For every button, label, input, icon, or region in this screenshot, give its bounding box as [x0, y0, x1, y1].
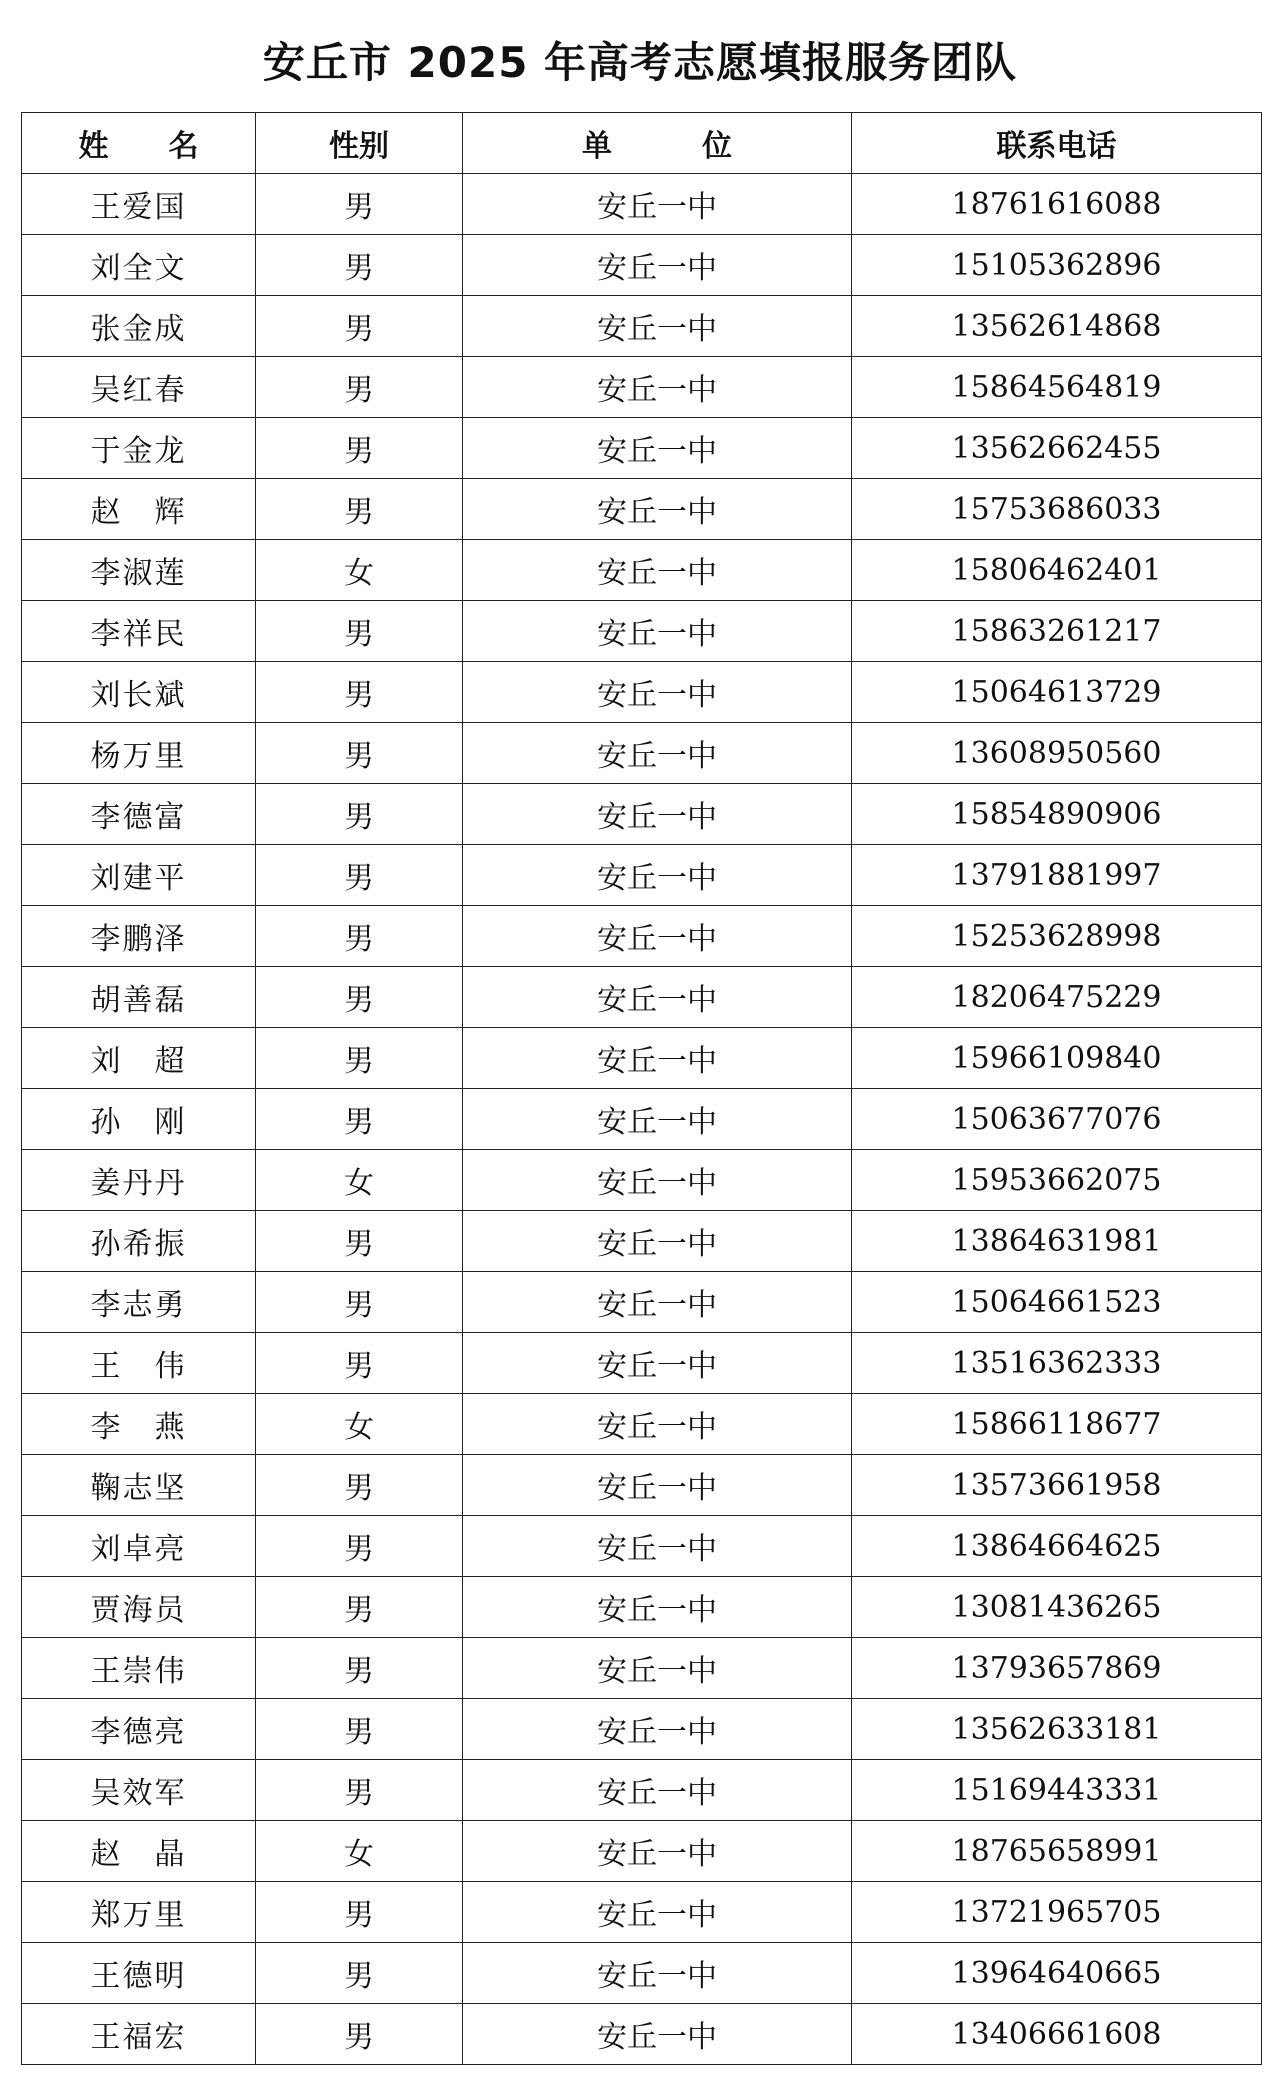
cell-name: 姜丹丹: [22, 1150, 256, 1211]
cell-unit: 安丘一中: [463, 479, 852, 540]
cell-gender: 女: [256, 1821, 463, 1882]
cell-name: 贾海员: [22, 1577, 256, 1638]
table-row: [22, 1577, 1262, 1638]
cell-gender: 男: [256, 296, 463, 357]
table-row: [22, 235, 1262, 296]
cell-unit: 安丘一中: [463, 540, 852, 601]
cell-name: 赵 晶: [22, 1821, 256, 1882]
cell-unit: 安丘一中: [463, 1150, 852, 1211]
cell-phone: 15866118677: [852, 1394, 1262, 1455]
cell-phone: 15753686033: [852, 479, 1262, 540]
cell-phone: 15966109840: [852, 1028, 1262, 1089]
cell-gender: 男: [256, 235, 463, 296]
cell-gender: 男: [256, 1211, 463, 1272]
cell-phone: 15105362896: [852, 235, 1262, 296]
table-row: [22, 1150, 1262, 1211]
table-row: [22, 540, 1262, 601]
cell-name: 刘 超: [22, 1028, 256, 1089]
page-title: 安丘市 2025 年高考志愿填报服务团队: [262, 38, 1018, 87]
table-row: [22, 1943, 1262, 2004]
table-row: [22, 784, 1262, 845]
cell-name: 于金龙: [22, 418, 256, 479]
cell-name: 李德富: [22, 784, 256, 845]
cell-name: 鞠志坚: [22, 1455, 256, 1516]
cell-phone: 13608950560: [852, 723, 1262, 784]
table-row: [22, 906, 1262, 967]
cell-unit: 安丘一中: [463, 174, 852, 235]
table-row: [22, 601, 1262, 662]
cell-gender: 男: [256, 418, 463, 479]
table-row: [22, 1211, 1262, 1272]
cell-name: 李祥民: [22, 601, 256, 662]
table-row: [22, 1760, 1262, 1821]
cell-phone: 15253628998: [852, 906, 1262, 967]
cell-name: 王德明: [22, 1943, 256, 2004]
cell-phone: 13406661608: [852, 2004, 1262, 2065]
table-row: [22, 296, 1262, 357]
header-unit: 单 位: [463, 113, 852, 174]
cell-unit: 安丘一中: [463, 967, 852, 1028]
cell-phone: 13964640665: [852, 1943, 1262, 2004]
cell-name: 胡善磊: [22, 967, 256, 1028]
cell-phone: 13864631981: [852, 1211, 1262, 1272]
cell-unit: 安丘一中: [463, 723, 852, 784]
cell-unit: 安丘一中: [463, 845, 852, 906]
cell-phone: 13864664625: [852, 1516, 1262, 1577]
cell-name: 王福宏: [22, 2004, 256, 2065]
cell-gender: 男: [256, 1455, 463, 1516]
cell-unit: 安丘一中: [463, 418, 852, 479]
cell-gender: 男: [256, 1943, 463, 2004]
cell-name: 吴红春: [22, 357, 256, 418]
cell-gender: 男: [256, 601, 463, 662]
cell-gender: 男: [256, 723, 463, 784]
cell-name: 刘建平: [22, 845, 256, 906]
cell-gender: 男: [256, 1028, 463, 1089]
table-row: [22, 1272, 1262, 1333]
cell-name: 李 燕: [22, 1394, 256, 1455]
cell-phone: 15953662075: [852, 1150, 1262, 1211]
cell-phone: 13573661958: [852, 1455, 1262, 1516]
table-row: [22, 1882, 1262, 1943]
cell-gender: 男: [256, 174, 463, 235]
cell-unit: 安丘一中: [463, 1028, 852, 1089]
cell-gender: 女: [256, 1394, 463, 1455]
table-row: [22, 662, 1262, 723]
cell-gender: 男: [256, 1516, 463, 1577]
table-body: [22, 174, 1262, 2065]
cell-phone: 18761616088: [852, 174, 1262, 235]
cell-unit: 安丘一中: [463, 906, 852, 967]
cell-phone: 15063677076: [852, 1089, 1262, 1150]
cell-name: 吴效军: [22, 1760, 256, 1821]
cell-unit: 安丘一中: [463, 1882, 852, 1943]
cell-phone: 13562614868: [852, 296, 1262, 357]
table-row: [22, 967, 1262, 1028]
cell-phone: 15864564819: [852, 357, 1262, 418]
cell-gender: 女: [256, 540, 463, 601]
table-row: [22, 418, 1262, 479]
cell-name: 王爱国: [22, 174, 256, 235]
cell-name: 刘全文: [22, 235, 256, 296]
cell-unit: 安丘一中: [463, 1333, 852, 1394]
cell-unit: 安丘一中: [463, 1516, 852, 1577]
table-row: [22, 1028, 1262, 1089]
cell-unit: 安丘一中: [463, 1821, 852, 1882]
cell-phone: 13562633181: [852, 1699, 1262, 1760]
cell-unit: 安丘一中: [463, 1760, 852, 1821]
cell-gender: 男: [256, 662, 463, 723]
cell-unit: 安丘一中: [463, 1455, 852, 1516]
cell-phone: 18206475229: [852, 967, 1262, 1028]
cell-gender: 男: [256, 1638, 463, 1699]
cell-name: 李淑莲: [22, 540, 256, 601]
cell-unit: 安丘一中: [463, 1089, 852, 1150]
cell-gender: 男: [256, 2004, 463, 2065]
table-row: [22, 174, 1262, 235]
cell-phone: 15064661523: [852, 1272, 1262, 1333]
cell-unit: 安丘一中: [463, 1272, 852, 1333]
cell-phone: 15863261217: [852, 601, 1262, 662]
cell-unit: 安丘一中: [463, 357, 852, 418]
header-gender: 性别: [256, 113, 463, 174]
cell-unit: 安丘一中: [463, 601, 852, 662]
cell-phone: 13791881997: [852, 845, 1262, 906]
cell-name: 张金成: [22, 296, 256, 357]
table-header: [22, 113, 1262, 174]
header-row: [22, 113, 1262, 174]
cell-phone: 15064613729: [852, 662, 1262, 723]
cell-gender: 男: [256, 784, 463, 845]
header-name: 姓 名: [22, 113, 256, 174]
cell-gender: 男: [256, 1333, 463, 1394]
cell-name: 王 伟: [22, 1333, 256, 1394]
cell-phone: 13516362333: [852, 1333, 1262, 1394]
cell-name: 李鹏泽: [22, 906, 256, 967]
cell-gender: 男: [256, 1699, 463, 1760]
cell-name: 孙希振: [22, 1211, 256, 1272]
cell-gender: 男: [256, 479, 463, 540]
table-row: [22, 723, 1262, 784]
table-row: [22, 1638, 1262, 1699]
cell-unit: 安丘一中: [463, 2004, 852, 2065]
cell-gender: 男: [256, 1272, 463, 1333]
cell-gender: 男: [256, 906, 463, 967]
cell-name: 王崇伟: [22, 1638, 256, 1699]
table-row: [22, 2004, 1262, 2065]
cell-unit: 安丘一中: [463, 1699, 852, 1760]
cell-phone: 15169443331: [852, 1760, 1262, 1821]
cell-gender: 女: [256, 1150, 463, 1211]
cell-name: 赵 辉: [22, 479, 256, 540]
table-row: [22, 357, 1262, 418]
table-row: [22, 1455, 1262, 1516]
cell-unit: 安丘一中: [463, 1638, 852, 1699]
cell-gender: 男: [256, 1882, 463, 1943]
cell-unit: 安丘一中: [463, 1211, 852, 1272]
cell-name: 郑万里: [22, 1882, 256, 1943]
cell-unit: 安丘一中: [463, 784, 852, 845]
cell-phone: 13081436265: [852, 1577, 1262, 1638]
cell-gender: 男: [256, 1089, 463, 1150]
header-phone: 联系电话: [852, 113, 1262, 174]
cell-phone: 15854890906: [852, 784, 1262, 845]
table-row: [22, 845, 1262, 906]
cell-name: 杨万里: [22, 723, 256, 784]
table-row: [22, 479, 1262, 540]
table-row: [22, 1333, 1262, 1394]
service-team-table: [21, 112, 1262, 2065]
cell-phone: 13562662455: [852, 418, 1262, 479]
cell-phone: 13793657869: [852, 1638, 1262, 1699]
cell-name: 刘卓亮: [22, 1516, 256, 1577]
table-row: [22, 1699, 1262, 1760]
cell-unit: 安丘一中: [463, 1577, 852, 1638]
cell-gender: 男: [256, 967, 463, 1028]
cell-phone: 13721965705: [852, 1882, 1262, 1943]
cell-gender: 男: [256, 357, 463, 418]
cell-name: 刘长斌: [22, 662, 256, 723]
cell-name: 李志勇: [22, 1272, 256, 1333]
cell-name: 孙 刚: [22, 1089, 256, 1150]
table-row: [22, 1821, 1262, 1882]
cell-gender: 男: [256, 1577, 463, 1638]
cell-name: 李德亮: [22, 1699, 256, 1760]
cell-gender: 男: [256, 1760, 463, 1821]
cell-unit: 安丘一中: [463, 662, 852, 723]
table-row: [22, 1516, 1262, 1577]
cell-unit: 安丘一中: [463, 1943, 852, 2004]
cell-phone: 18765658991: [852, 1821, 1262, 1882]
cell-phone: 15806462401: [852, 540, 1262, 601]
cell-unit: 安丘一中: [463, 235, 852, 296]
table-row: [22, 1089, 1262, 1150]
cell-gender: 男: [256, 845, 463, 906]
cell-unit: 安丘一中: [463, 1394, 852, 1455]
table-row: [22, 1394, 1262, 1455]
cell-unit: 安丘一中: [463, 296, 852, 357]
